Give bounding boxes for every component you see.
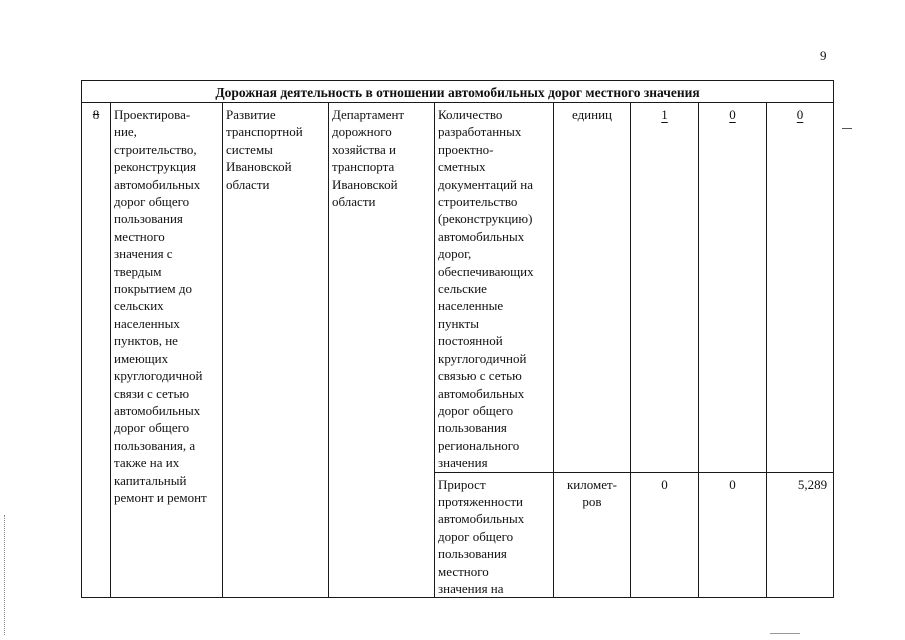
row-number-text: 8 [92,107,100,122]
indicator-unit-cell [554,103,631,473]
indicator-value: 0 [796,107,804,122]
indicator-name-cell [435,103,554,473]
indicator-name: Прирост протяженности автомобильных дорог общего пользования местного значения на [438,476,525,596]
indicator-value-cell [767,472,834,598]
indicator-value-cell [767,103,834,473]
indicator-value: 0 [729,107,736,122]
scan-edge-mark [4,515,6,635]
table-row [82,103,834,473]
margin-mark [842,128,852,129]
event-text: Проектирова- ние, строительство, реконструкция автомобильных дорог общего пользования местного значения с твердым покрытием до сельских населенных пунктов, не имеющих круглогодичной связи с сетью автомобильных дорог общего пользования, а также на их капитальный ремонт и ремонт [114,107,207,505]
indicator-value: 5,289 [797,476,828,492]
section-title-row [82,81,834,103]
event-cell [111,103,223,598]
scan-mark [770,633,800,634]
page-number: 9 [820,48,827,63]
indicator-value: 0 [729,476,736,492]
indicator-unit: километ- ров [566,476,618,509]
indicator-unit-cell [554,472,631,598]
indicator-value: 0 [661,476,668,492]
indicator-unit: единиц [571,107,613,122]
indicator-name-cell [435,472,554,598]
indicator-value-cell [699,103,767,473]
road-activity-table [81,80,834,598]
indicator-name: Количество разработанных проектно- сметных документаций на строительство (реконструкцию) автомобильных дорог, обеспечивающих сельские населенные пункты постоянной круглогодичной связью с сетью автомобильных дорог общего пользования регионального значения [438,107,534,471]
row-number [82,103,111,598]
section-title: Дорожная деятельность в отношении автомобильных дорог местного значения [82,81,834,103]
program-cell [223,103,329,598]
indicator-value-cell [631,103,699,473]
responsible-text: Департамент дорожного хозяйства и транспорта Ивановской области [332,107,405,210]
indicator-value: 1 [661,107,668,122]
indicator-value-cell [631,472,699,598]
indicator-value-cell [699,472,767,598]
responsible-cell [329,103,435,598]
program-text: Развитие транспортной системы Ивановской области [226,107,303,192]
